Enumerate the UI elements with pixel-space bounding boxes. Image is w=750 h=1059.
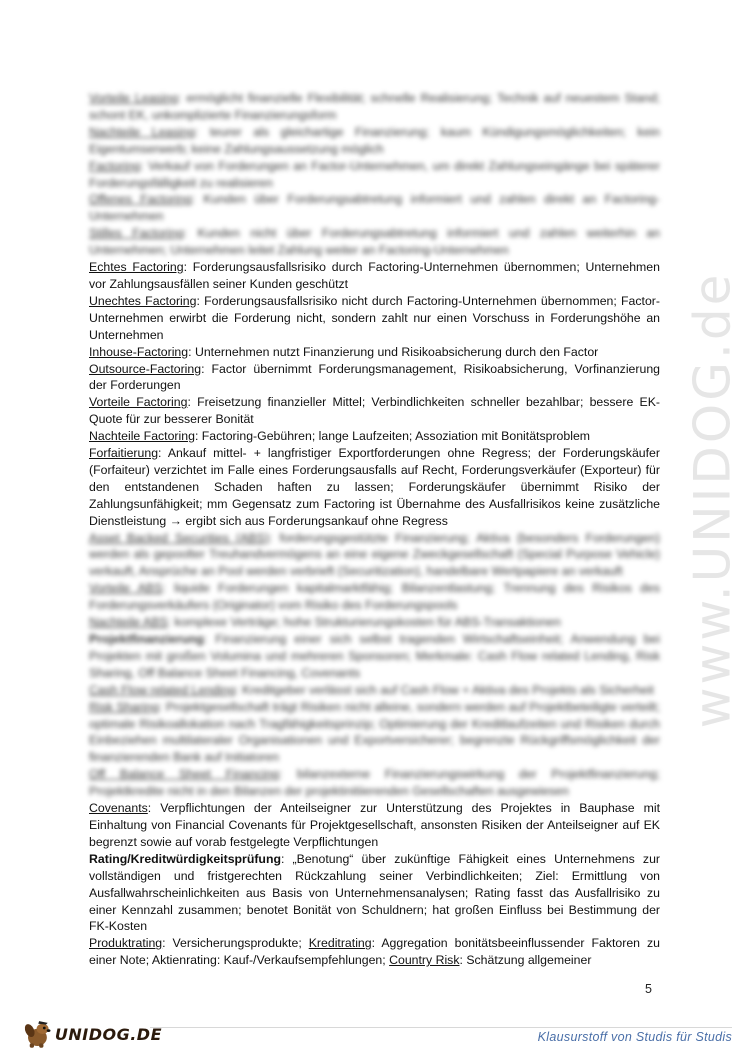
entry-term: Vorteile Factoring xyxy=(89,395,188,410)
entry-definition: : Finanzierung einer sich selbst tragenden Wirtschaftseinheit; Anwendung bei Projekten mit großen Volumina und mehreren Sponsoren; Merkmale: Cash Flow related Lending, Risk Sharing, Off Balance Sheet Financing, Covenants xyxy=(89,632,660,680)
glossary-entry xyxy=(89,766,660,800)
glossary-entry xyxy=(89,191,660,225)
watermark-text: www.UNIDOG.de xyxy=(683,271,742,729)
entry-term: Vorteile ABS xyxy=(89,581,163,596)
entry-term: Rating/Kreditwürdigkeitsprüfung xyxy=(89,851,281,866)
entry-term: Nachteile ABS xyxy=(89,615,168,630)
entry-term: Nachteile Leasing xyxy=(89,124,195,139)
entry-term: Kreditrating xyxy=(308,936,372,951)
glossary-entry xyxy=(89,800,660,851)
entry-definition: : Versicherungsprodukte; xyxy=(162,936,309,951)
footer-divider xyxy=(150,1027,732,1028)
glossary-entry xyxy=(89,580,660,614)
entry-term: Offenes Factoring xyxy=(89,192,192,207)
entry-definition: : Kunden nicht über Forderungsabtretung informiert und zahlen weiterhin an Unternehmen; Unternehmen leitet Zahlung weiter an Factoring-Unternehmen xyxy=(89,226,660,258)
entry-term: Vorteile Leasing xyxy=(89,91,178,105)
entry-definition: : forderungsgestützte Finanzierung; Aktiva (besonders Forderungen) werden als gepoolter Treuhandvermögens an eine eigene Zweckgesellschaft (Special Purpose Vehicle) verkauft, Ansprüche an Pool werden verbrieft (Securitization), handelbare Wertpapiere an verkauft xyxy=(89,530,660,579)
entry-term: Inhouse-Factoring xyxy=(89,344,189,359)
entry-definition: : ermöglicht finanzielle Flexibilität; schnelle Realisierung; Technik auf neuestem Stand; schont EK, unkomplizierte Finanzierungsform xyxy=(89,91,660,122)
glossary-entry xyxy=(89,293,660,344)
glossary-entry xyxy=(89,631,660,682)
glossary-entry xyxy=(89,124,660,158)
entry-term: Outsource-Factoring xyxy=(89,361,202,376)
footer-brand: UNIDOG.DE xyxy=(54,1024,162,1044)
dog-mascot-icon xyxy=(22,1016,53,1052)
entry-term: Produktrating xyxy=(89,936,163,951)
glossary-entry xyxy=(89,682,660,699)
entry-definition: : liquide Forderungen kapitalmarktfähig; Bilanzentlastung; Trennung des Risikos des Forderungsverkäufers (Originator) vom Risiko des Forderungspools xyxy=(89,581,661,613)
glossary-entry xyxy=(89,394,660,428)
entry-term: Stilles Factoring xyxy=(89,226,184,241)
glossary-entry xyxy=(89,344,660,361)
entry-definition: : Schätzung allgemeiner xyxy=(459,953,592,968)
entry-definition: : Kreditgeber verlässt sich auf Cash Flow + Aktiva des Projekts als Sicherheit xyxy=(235,682,654,697)
glossary-entry xyxy=(89,614,660,631)
entry-definition: : „Benotung“ über zukünftige Fähigkeit eines Unternehmens zur vollständigen und fristgerechten Rückzahlung seiner Verbindlichkeiten; Ziel: Ermittlung von Ausfallwahrscheinlichkeiten aus Basis von Unternehmensanalysen; Rating fasst das Ausfallrisiko zu einer Kennzahl zusammen; benotet Bonität von Schuldnern; hat großen Einfluss bei Bestimmung der FK-Kosten xyxy=(89,851,660,934)
entry-definition: : Factor übernimmt Forderungsmanagement, Risikoabsicherung, Vorfinanzierung der Forderungen xyxy=(89,361,660,393)
entry-definition: : Forderungsausfallsrisiko nicht durch Factoring-Unternehmen übernommen; Factor-Unternehmen erwirbt die Forderung nicht, sondern zahlt nur einen Vorschuss in Forderungshöhe an Unternehmen xyxy=(89,293,660,342)
glossary-entry xyxy=(89,445,660,530)
entry-term: Covenants xyxy=(89,801,148,816)
footer-logo xyxy=(22,1014,162,1054)
entry-definition: : teurer als gleichartige Finanzierung; kaum Kündigungsmöglichkeiten; kein Eigentumserwerb; keine Zahlungsaussetzung möglich xyxy=(89,124,660,156)
entry-term: Cash Flow related Lending xyxy=(89,682,236,697)
glossary-entry xyxy=(89,935,660,969)
entry-definition: : Kunden über Forderungsabtretung informiert und zahlen direkt an Factoring-Unternehmen xyxy=(89,192,660,224)
entry-term: Factoring xyxy=(89,158,141,173)
entry-definition: : Verkauf von Forderungen an Factor-Unternehmen, um direkt Zahlungseingänge bei späterer Forderungsfälligkeit zu realisieren xyxy=(89,158,660,190)
entry-term: Echtes Factoring xyxy=(89,260,184,275)
entry-definition: : Aggregation bonitätsbeeinflussender Faktoren zu einer Note; Aktienrating: Kauf-/Verkaufsempfehlungen; xyxy=(89,936,660,968)
page-body xyxy=(89,90,660,969)
glossary-entry xyxy=(89,699,660,767)
entry-term: Off Balance Sheet Financing xyxy=(89,767,279,782)
glossary-entry xyxy=(89,90,660,124)
entry-term: Country Risk xyxy=(389,953,460,968)
entry-definition: : bilanzexterne Finanzierungswirkung der Projektfinanzierung; Projektkredite nicht in den Bilanzen der projektinitiierenden Gesellschaften ausgewiesen xyxy=(89,767,660,799)
glossary-entry xyxy=(89,259,660,293)
entry-definition: : Verpflichtungen der Anteilseigner zur Unterstützung des Projektes in Bauphase mit Einhaltung von Financial Covenants für Projektgesellschaft, ansonsten Risiken der Anteilseigner auf EK begrenzt sowie auf vorab festgelegte Verpflichtungen xyxy=(89,801,660,849)
entry-term: Projektfinanzierung xyxy=(89,632,204,646)
glossary-entry xyxy=(89,225,660,259)
footer-tagline: Klausurstoff von Studis für Studis xyxy=(537,1030,732,1044)
entry-term: Nachteile Factoring xyxy=(89,429,195,444)
entry-term: Asset Backed Securities (ABS) xyxy=(89,530,269,545)
entry-definition: : Factoring-Gebühren; lange Laufzeiten; Assoziation mit Bonitätsproblem xyxy=(194,429,591,444)
entry-term: Forfaitierung xyxy=(89,446,159,461)
entry-definition: : Projektgesellschaft trägt Risiken nicht alleine, sondern werden auf Projektbeteiligte verteilt; optimale Risikoallokation nach Tragfähigkeitsprinzip; Optimierung der Kreditlaufzeiten und Risiken durch Einbeziehen multilateraler Organisationen und Exportversicherer; begrenzte Rückgriffsmöglichkeit der finanzierenden Bank auf Initiatoren xyxy=(89,699,660,765)
glossary-entry xyxy=(89,361,660,395)
glossary-entry xyxy=(89,851,660,936)
glossary-entry xyxy=(89,530,660,581)
page-number: 5 xyxy=(645,982,652,996)
entry-definition: : Forderungsausfallsrisiko durch Factoring-Unternehmen übernommen; Unternehmen vor Zahlungsausfällen seiner Kunden geschützt xyxy=(89,260,660,291)
entry-term: Unechtes Factoring xyxy=(89,293,197,308)
entry-definition: : Ankauf mittel- + langfristiger Exportforderungen ohne Regress; der Forderungskäufer (Forfaiteur) verzichtet im Falle eines Forderungsausfalls auf Recht, Forderungsverkäufer (Exporteur) für den entstandenen Schaden haften zu lassen; Forderungskäufer übernimmt Risiko der Zahlungsunfähigkeit; mm Gegensatz zum Factoring ist Übernahme des Ausfallrisikos keine zusätzliche Dienstleistung → ergibt sich aus Forderungsankauf ohne Regress xyxy=(89,446,660,528)
entry-definition: : Freisetzung finanzieller Mittel; Verbindlichkeiten schneller bezahlbar; bessere EK-Quote für zur besserer Bonität xyxy=(89,395,660,427)
entry-term: Risk Sharing xyxy=(89,699,159,714)
glossary-entry xyxy=(89,158,660,192)
glossary-entry xyxy=(89,428,660,445)
entry-definition: : Unternehmen nutzt Finanzierung und Risikoabsicherung durch den Factor xyxy=(188,344,599,359)
entry-definition: : komplexe Verträge; hohe Strukturierungskosten für ABS-Transaktionen xyxy=(167,615,561,630)
